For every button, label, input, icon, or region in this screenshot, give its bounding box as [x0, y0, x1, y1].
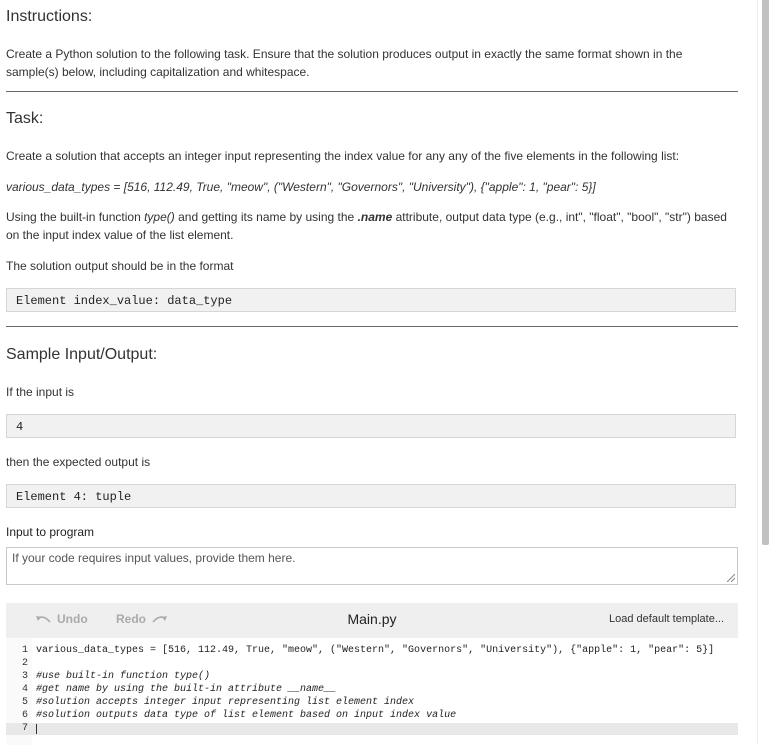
divider — [6, 326, 738, 327]
sample-input-value: 4 — [6, 414, 736, 438]
redo-label: Redo — [116, 612, 146, 626]
code-line — [6, 671, 738, 683]
usage-text: attribute, output data type (e.g., int", "float", "bool", "str") based on the input index value of the list element. — [6, 210, 727, 242]
sample-output-value: Element 4: tuple — [6, 484, 736, 508]
line-text: #solution accepts integer input representing list element index — [36, 697, 415, 708]
code-editor — [6, 603, 738, 745]
undo-label: Undo — [57, 612, 88, 626]
line-text: #solution outputs data type of list element based on input index value — [36, 710, 457, 721]
line-number: 2 — [21, 658, 28, 669]
task-heading: Task: — [6, 110, 44, 127]
format-label: The solution output should be in the format — [6, 259, 234, 273]
task-list-definition: various_data_types = [516, 112.49, True, "meow", ("Western", "Governors", "University"), {"apple": 1, "pear": 5}] — [6, 180, 596, 194]
instructions-text: Create a Python solution to the following task. Ensure that the solution produces output in exactly the same format shown in the sample(s) below, including capitalization and whitespace. — [6, 47, 683, 79]
code-area[interactable] — [6, 638, 738, 745]
line-number: 6 — [21, 710, 28, 721]
editor-filename: Main.py — [347, 611, 397, 627]
line-number: 3 — [21, 671, 28, 682]
line-number: 1 — [21, 645, 28, 656]
line-text: various_data_types = [516, 112.49, True, "meow", ("Western", "Governors", "University"), {"apple": 1, "pear": 5}] — [36, 645, 715, 656]
scrollbar-thumb[interactable] — [762, 0, 769, 545]
usage-type-function: type() — [144, 210, 175, 224]
resize-handle-icon[interactable] — [727, 574, 735, 582]
divider — [6, 91, 738, 92]
code-line — [6, 645, 738, 657]
text-cursor — [36, 724, 37, 734]
line-number: 5 — [21, 697, 28, 708]
code-line — [6, 710, 738, 722]
sample-heading: Sample Input/Output: — [6, 346, 158, 363]
task-usage — [6, 208, 731, 244]
page-scrollbar[interactable] — [757, 0, 772, 745]
task-intro: Create a solution that accepts an integer input representing the index value for any any of the five elements in the following list: — [6, 149, 680, 163]
line-text: #use built-in function type() — [36, 671, 211, 682]
line-text: #get name by using the built-in attribute __name__ — [36, 684, 337, 695]
line-number: 4 — [21, 684, 28, 695]
program-input-label: Input to program — [6, 525, 95, 539]
sample-input-label: If the input is — [6, 385, 75, 399]
code-line — [6, 658, 738, 670]
code-line — [6, 697, 738, 709]
format-example: Element index_value: data_type — [6, 288, 736, 312]
usage-text: and getting its name by using the — [174, 210, 358, 224]
code-line-active — [6, 723, 738, 735]
code-line — [6, 684, 738, 696]
instructions-heading: Instructions: — [6, 8, 93, 25]
editor-toolbar — [6, 603, 738, 638]
usage-text: Using the built-in function — [6, 210, 145, 224]
program-input-field[interactable] — [6, 547, 738, 585]
load-default-template-button[interactable]: Load default template... — [609, 613, 724, 625]
line-number: 7 — [21, 723, 28, 734]
sample-output-label: then the expected output is — [6, 455, 151, 469]
program-input-placeholder: If your code requires input values, provide them here. — [12, 551, 296, 565]
usage-name-attribute: .name — [357, 210, 393, 224]
